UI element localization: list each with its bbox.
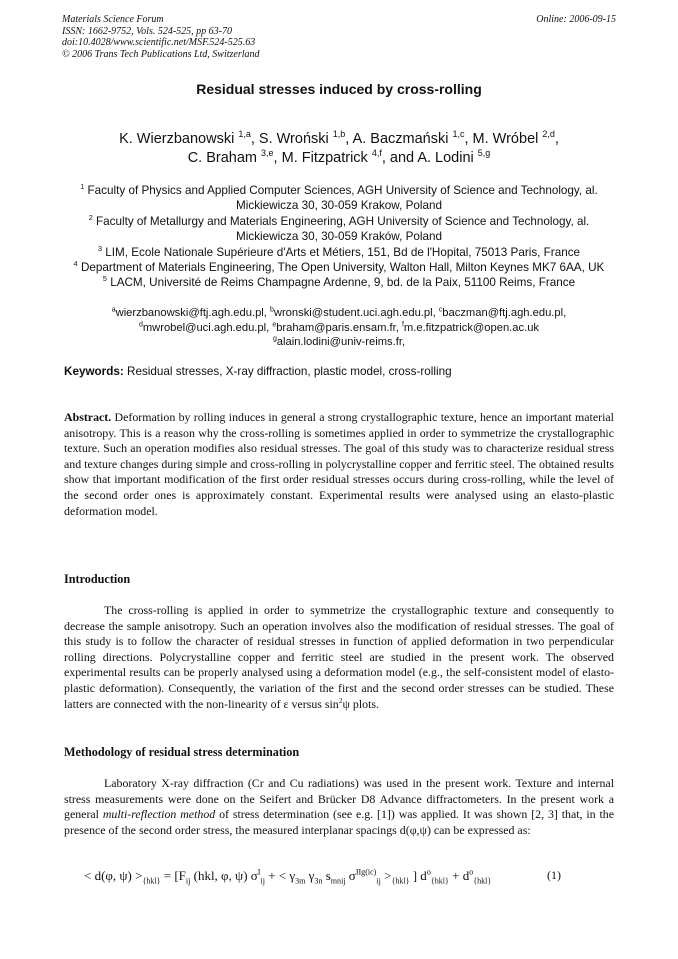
introduction-sup: 2 (338, 695, 343, 705)
email-line-3 (62, 335, 616, 350)
abstract (64, 410, 614, 519)
author-separator: , and (381, 150, 418, 166)
author-separator: , (250, 131, 259, 147)
methodology-paragraph (64, 776, 614, 838)
eq-sup: IIg(ic) (355, 867, 377, 877)
author-affil-sup: 4,f (371, 148, 382, 159)
affiliation-item (58, 214, 620, 245)
author-name: K. Wierzbanowski (119, 131, 235, 147)
eq-part: s (322, 868, 331, 883)
eq-part: γ (305, 868, 315, 883)
email-link[interactable]: m.e.fitzpatrick@open.ac.uk (403, 321, 540, 334)
affiliation-item (58, 183, 620, 214)
email-link[interactable]: alain.lodini@univ-reims.fr, (276, 336, 406, 348)
eq-sub: {hkl} (473, 876, 492, 886)
author-name: S. Wroński (258, 131, 329, 147)
eq-sub: ij (376, 876, 381, 886)
eq-part: + < γ (264, 868, 296, 883)
eq-sub: mnij (330, 876, 346, 886)
eq-part: + d (448, 868, 470, 883)
author-affil-sup: 1,a (238, 129, 251, 140)
eq-part: (hkl, φ, ψ) σ (190, 868, 258, 883)
affiliation-text: Faculty of Metallurgy and Materials Engineering, AGH University of Science and Technology, al. Mickiewicza 30, 30-059 Kraków, Poland (96, 214, 590, 244)
eq-lhs-sub: {hkl} (142, 876, 161, 886)
online-date: Online: 2006-09-15 (536, 14, 616, 25)
email-list (62, 306, 616, 350)
affiliation-num: 3 (97, 243, 102, 253)
paper-title: Residual stresses induced by cross-rolling (196, 81, 482, 97)
email-sup: f (401, 320, 404, 328)
keywords-text: Residual stresses, X-ray diffraction, plastic model, cross-rolling (127, 365, 452, 378)
affiliation-num: 5 (102, 274, 107, 284)
affiliation-num: 2 (88, 212, 93, 222)
eq-sub: 3m (295, 876, 306, 886)
author-name: A. Lodini (417, 150, 474, 166)
doi-line: doi:10.4028/www.scientific.net/MSF.524-525.63 (62, 37, 256, 48)
eq-part: > (380, 868, 392, 883)
abstract-text: Deformation by rolling induces in general a strong crystallographic texture, hence an important material anisotropy. This is a reason why the cross-rolling is sometimes applied in order to symmetrize the crystallographic texture. Such an operation modifies also residual stresses. The goal of this study was to characterize residual stress and texture changes during simple and cross-rolling in polycrystalline copper and ferritic steel. The obtained results show that important modification of the first order residual stresses occurs during cross-rolling, while the level of the second order ones is approximately constant. Experimental results were analysed using an elasto-plastic deformation model. (64, 410, 614, 518)
eq-part: ] d (409, 868, 427, 883)
equation-1 (84, 868, 584, 884)
affiliation-item (58, 245, 620, 260)
keywords (64, 365, 616, 378)
eq-sup: I (257, 867, 261, 877)
affiliation-item (58, 275, 620, 290)
author-affil-sup: 5,g (477, 148, 491, 159)
keywords-label: Keywords: (64, 365, 124, 378)
email-link[interactable]: mwrobel@uci.agh.edu.pl, (142, 321, 270, 334)
eq-sub: ij (185, 876, 191, 886)
email-link[interactable]: braham@paris.ensam.fr, (276, 321, 399, 334)
eq-sub: {hkl} (430, 876, 449, 886)
author-separator: , (554, 131, 559, 147)
author-name: C. Braham (187, 150, 258, 166)
equation-number: (1) (547, 868, 561, 882)
journal-name: Materials Science Forum (62, 14, 164, 25)
author-name: A. Baczmański (352, 131, 449, 147)
author-separator: , (345, 131, 353, 147)
email-link[interactable]: baczman@ftj.agh.edu.pl, (442, 307, 567, 319)
email-line-1 (62, 306, 616, 321)
author-line-1 (62, 130, 616, 149)
email-line-2 (62, 321, 616, 336)
affiliation-text: Department of Materials Engineering, The Open University, Walton Hall, Milton Keynes MK7 6AA, UK (80, 261, 605, 275)
eq-sub: {hkl} (391, 876, 410, 886)
affiliation-item (58, 260, 620, 275)
author-affil-sup: 1,c (452, 129, 465, 140)
introduction-text: The cross-rolling is applied in order to symmetrize the crystallographic texture and consequently to decrease the sample anisotropy. Such an operation involves also the modification of residual stresses. The goal of this study is to follow the character of residual stresses in function of applied deformation in two perpendicular rolling directions. Polycrystalline copper and ferritic steel are studied in the present work. The observed experimental results can be properly analysed using a deformation model (e.g., the self-consistent model of elasto-plastic deformation). Consequently, the variation of the first and the second order stresses can be studied. These latters are connected with the non-linearity of ε versus sin (64, 603, 614, 711)
affiliation-text: LACM, Université de Reims Champagne Ardenne, 9, bd. de la Paix, 51100 Reims, France (110, 276, 576, 290)
email-sup: b (270, 306, 274, 314)
email-sup: c (438, 306, 443, 314)
introduction-text-end: ψ plots. (342, 696, 379, 711)
author-line-2 (62, 149, 616, 168)
eq-sub: ij (260, 876, 265, 886)
eq-part: = [F (160, 868, 186, 883)
affiliation-text: Faculty of Physics and Applied Computer Sciences, AGH University of Science and Technology, al. Mickiewicza 30, 30-059 Krakow, Poland (87, 184, 598, 213)
email-sup: a (111, 306, 116, 314)
email-sup: g (272, 335, 277, 343)
affiliation-num: 1 (80, 182, 85, 192)
eq-sub: 3n (314, 876, 323, 886)
affiliation-list (58, 183, 620, 291)
author-affil-sup: 1,b (332, 129, 346, 140)
eq-sup: o (426, 867, 431, 877)
email-sup: d (138, 320, 143, 328)
affiliation-num: 4 (73, 259, 78, 269)
email-sup: e (272, 320, 277, 328)
methodology-text-end: of stress determination (see e.g. [1]) was applied. It was shown [2, 3] that, in the presence of the second order stress, the measured interplanar spacings d(φ,ψ) can be expressed as: (64, 807, 614, 837)
author-name: M. Wróbel (472, 131, 539, 147)
email-link[interactable]: wronski@student.uci.agh.edu.pl, (273, 307, 436, 319)
author-separator: , (273, 150, 282, 166)
introduction-paragraph (64, 603, 614, 712)
section-title-introduction: Introduction (64, 572, 131, 586)
author-affil-sup: 3,e (261, 148, 274, 159)
issn-line: ISSN: 1662-9752, Vols. 524-525, pp 63-70 (62, 25, 232, 37)
eq-part: σ (345, 868, 356, 883)
methodology-italic: multi-reflection method (102, 807, 216, 822)
abstract-label: Abstract. (64, 410, 112, 424)
author-separator: , (464, 131, 473, 147)
journal-header (62, 14, 616, 60)
eq-sup: o (469, 867, 474, 877)
author-name: M. Fitzpatrick (281, 150, 368, 166)
email-link[interactable]: wierzbanowski@ftj.agh.edu.pl, (115, 307, 267, 319)
methodology-text: Laboratory X-ray diffraction (Cr and Cu radiations) was used in the present work. Texture and internal stress measurements were done on the Seifert and Brücker D8 Advance diffractometers. In the present work a general (64, 776, 614, 822)
affiliation-text: LIM, Ecole Nationale Supérieure d'Arts et Métiers, 151, Bd de l'Hopital, 75013 Paris, France (105, 245, 581, 259)
eq-lhs: < d(φ, ψ) > (84, 868, 143, 883)
section-title-methodology: Methodology of residual stress determination (64, 745, 300, 759)
author-affil-sup: 2,d (542, 129, 555, 140)
author-list (62, 130, 616, 168)
copyright-line: © 2006 Trans Tech Publications Ltd, Switzerland (62, 48, 260, 60)
